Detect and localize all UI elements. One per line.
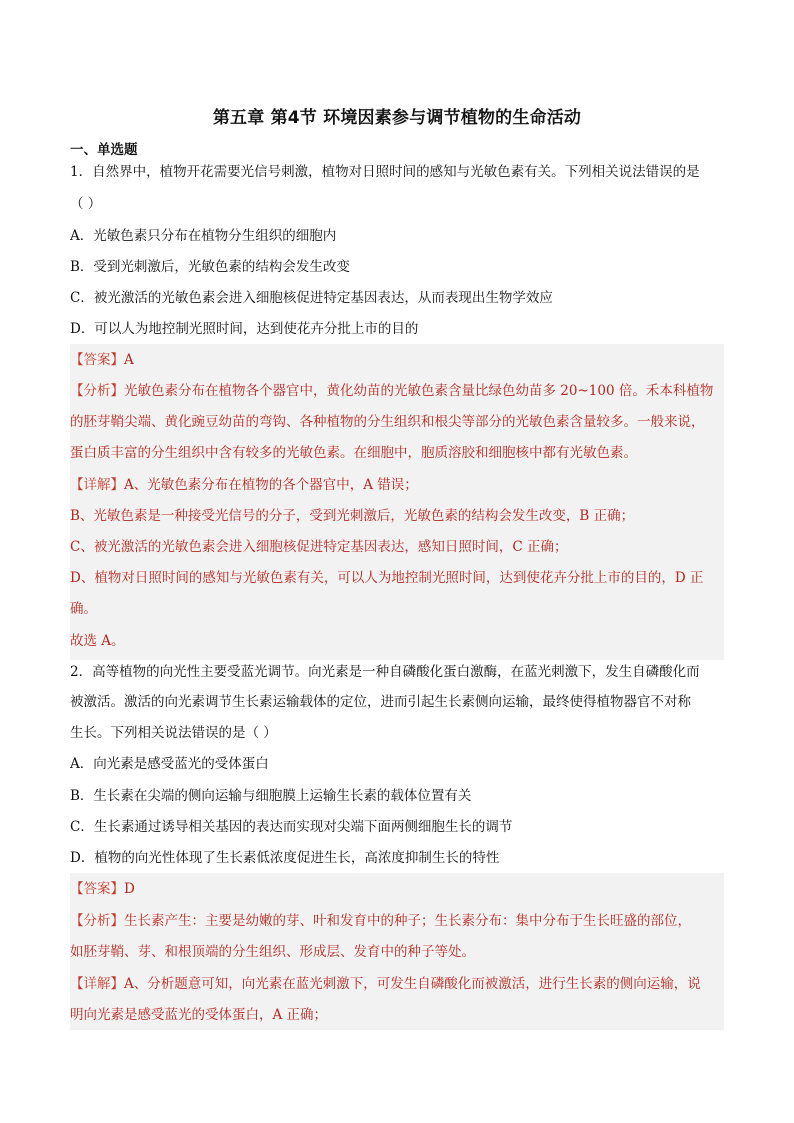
q1-option-a: A．光敏色素只分布在植物分生组织的细胞内	[70, 228, 337, 244]
q2-detail-line-2: 明向光素是感受蓝光的受体蛋白，A 正确；	[70, 1007, 328, 1023]
q2-answer	[70, 879, 724, 899]
detail-tag: 【详解】	[70, 976, 124, 992]
q1-stem-line-1: 1．自然界中，植物开花需要光信号刺激，植物对日照时间的感知与光敏色素有关。下列相关说法错误的是	[70, 164, 700, 180]
q1-detail-line-4: D、植物对日照时间的感知与光敏色素有关，可以人为地控制光照时间，达到使花卉分批上市的目的，D 正	[70, 570, 704, 586]
q2-option-b: B．生长素在尖端的侧向运输与细胞膜上运输生长素的载体位置有关	[70, 788, 472, 804]
q2-option-d: D．植物的向光性体现了生长素低浓度促进生长，高浓度抑制生长的特性	[70, 850, 500, 866]
q1-detail-line-3: C、被光激活的光敏色素会进入细胞核促进特定基因表达，感知日照时间，C 正确；	[70, 539, 568, 555]
q1-conclusion: 故选 A。	[70, 633, 125, 649]
q1-answer	[70, 350, 724, 370]
q1-detail-line-5: 确。	[70, 601, 97, 617]
analysis-tag: 【分析】	[70, 383, 124, 399]
q1-analysis-line-3: 蛋白质丰富的分生组织中含有较多的光敏色素。在细胞中，胞质溶胶和细胞核中都有光敏色素。	[70, 445, 637, 461]
q2-stem-line-2: 被激活。激活的向光素调节生长素运输载体的定位，进而引起生长素侧向运输，最终使得植物器官不对称	[70, 694, 691, 710]
q2-stem-line-3: 生长。下列相关说法错误的是（ ）	[70, 725, 277, 741]
answer-tag: 【答案】	[70, 352, 124, 368]
answer-value: D	[124, 881, 135, 897]
q1-analysis-line-1: 【分析】光敏色素分布在植物各个器官中，黄化幼苗的光敏色素含量比绿色幼苗多 20~100 倍。禾本科植物	[70, 383, 714, 399]
detail-tag: 【详解】	[70, 477, 124, 493]
q1-option-d: D．可以人为地控制光照时间，达到使花卉分批上市的目的	[70, 321, 419, 337]
answer-value: A	[124, 352, 134, 368]
page-title: 第五章 第4节 环境因素参与调节植物的生命活动	[212, 108, 582, 128]
q1-option-b: B．受到光刺激后，光敏色素的结构会发生改变	[70, 259, 350, 275]
q2-analysis-line-2: 如胚芽鞘、芽、和根顶端的分生组织、形成层、发育中的种子等处。	[70, 944, 475, 960]
q2-analysis-line-1: 【分析】生长素产生：主要是幼嫩的芽、叶和发育中的种子；生长素分布：集中分布于生长旺盛的部位，	[70, 913, 691, 929]
section-heading: 一、单选题	[70, 142, 138, 158]
q2-option-a: A．向光素是感受蓝光的受体蛋白	[70, 756, 269, 772]
q1-stem-line-2: （ ）	[70, 196, 102, 212]
q1-analysis-line-2: 的胚芽鞘尖端、黄化豌豆幼苗的弯钩、各种植物的分生组织和根尖等部分的光敏色素含量较多。一般来说，	[70, 414, 705, 430]
q2-option-c: C．生长素通过诱导相关基因的表达而实现对尖端下面两侧细胞生长的调节	[70, 819, 513, 835]
q1-option-c: C．被光激活的光敏色素会进入细胞核促进特定基因表达，从而表现出生物学效应	[70, 290, 553, 306]
answer-tag: 【答案】	[70, 881, 124, 897]
analysis-tag: 【分析】	[70, 913, 124, 929]
q2-detail-line-1: 【详解】A、分析题意可知，向光素在蓝光刺激下，可发生自磷酸化而被激活，进行生长素的侧向运输，说	[70, 976, 701, 992]
q2-stem-line-1: 2．高等植物的向光性主要受蓝光调节。向光素是一种自磷酸化蛋白激酶，在蓝光刺激下，发生自磷酸化而	[70, 664, 700, 680]
q1-detail-line-1: 【详解】A、光敏色素分布在植物的各个器官中，A 错误；	[70, 477, 418, 493]
q1-detail-line-2: B、光敏色素是一种接受光信号的分子，受到光刺激后，光敏色素的结构会发生改变，B 正确；	[70, 508, 635, 524]
